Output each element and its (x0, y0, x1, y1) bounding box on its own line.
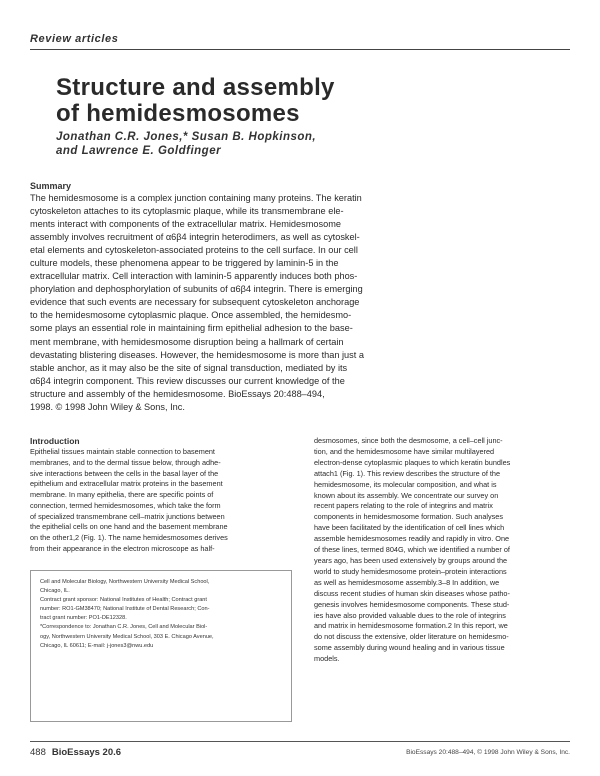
article-title (56, 75, 556, 127)
body-text-line: electron-dense cytoplasmic plaques to which keratin bundles (314, 457, 511, 467)
body-text-line: sive interactions between the cells in the basal layer of the (30, 468, 219, 478)
summary-line: stable anchor, as it may also be the site of signal transduction, mediated by its (30, 362, 348, 373)
introduction-heading: Introduction (30, 436, 80, 446)
body-text-line: some assembly during wound healing and in various tissue (314, 643, 505, 653)
author-list (56, 130, 556, 158)
body-text-line: components in hemidesmosome formation. Such analyses (314, 512, 504, 522)
summary-line: structure and assembly of the hemidesmosome. BioEssays 20:488–494, (30, 388, 325, 399)
body-text-line: membranes, and to the dermal tissue below, through adhe- (30, 457, 221, 467)
summary-line: phorylation and dephosphorylation of subunits of α6β4 integrin. There is emerging (30, 284, 363, 295)
summary-line: α6β4 integrin component. This review discusses our current knowledge of the (30, 375, 345, 386)
footer-rule (30, 741, 570, 742)
footnote-line: Cell and Molecular Biology, Northwestern University Medical School, (40, 579, 210, 585)
body-text-line: assemble hemidesmosomes readily and rapidly in vitro. One (314, 534, 510, 544)
summary-line: some plays an essential role in maintaining firm epithelial adhesion to the base- (30, 323, 353, 334)
body-text-line: genesis involves hemidesmosome components. These stud- (314, 599, 510, 609)
body-text-line: and matrix in hemidesmosome formation.2 In this report, we (314, 621, 508, 631)
body-text-line: desmosomes, since both the desmosome, a cell–cell junc- (314, 436, 503, 445)
body-text-line: world to study hemidesmosome protein–protein interactions (314, 566, 507, 576)
body-text-line: attach1 (Fig. 1). This review describes the structure of the (314, 468, 501, 478)
author-line: Jonathan C.R. Jones,* Susan B. Hopkinson, (56, 131, 317, 143)
footnote-line: Chicago, IL. (40, 588, 70, 595)
body-text-line: years ago, has been used extensively by groups around the (314, 555, 508, 565)
body-text-line: have been facilitated by the identification of cell lines which (314, 523, 505, 533)
summary-line: 1998. © 1998 John Wiley & Sons, Inc. (30, 401, 185, 412)
summary-line: to the hemidesmosome cytoplasmic plaque. Once assembled, the hemidesmo- (30, 310, 352, 321)
body-text-line: ies have also provided valuable dues to the role of integrins (314, 610, 506, 620)
body-text-line: as well as hemidesmosome assembly.3–8 In addition, we (314, 577, 500, 587)
summary-heading: Summary (30, 181, 72, 191)
summary-line: devastating blistering diseases. However, the hemidesmosome is more than just a (30, 349, 364, 360)
summary-line: ments interact with components of the extracellular matrix. Hemidesmosome (30, 219, 341, 230)
body-text-line: epithelium and extracellular matrix proteins in the basement (30, 479, 223, 489)
body-text-line: tion, and the hemidesmosome have similar multilayered (314, 446, 495, 456)
summary-line: etal elements and cytoskeleton-associated proteins to the cell surface. In our cell (30, 245, 358, 256)
summary-text (30, 192, 546, 414)
footnote-line: number: RO1-GM38470; National Institute of Dental Research; Con- (40, 606, 210, 613)
body-text-line: on the other1,2 (Fig. 1). The name hemidesmosomes derives (30, 533, 228, 542)
author-line: and Lawrence E. Goldfinger (56, 145, 222, 157)
footnote-line: Contract grant sponsor: National Institutes of Health; Contract grant (40, 597, 207, 604)
body-text-line: known about its assembly. We concentrate our survey on (314, 490, 499, 500)
body-text-line: models. (314, 654, 340, 664)
title-line: of hemidesmosomes (56, 100, 300, 127)
journal-issue: BioEssays 20.6 (51, 747, 122, 758)
section-label: Review articles (30, 33, 119, 45)
title-line: Structure and assembly (56, 74, 335, 101)
affiliation-footnotes (40, 578, 290, 651)
summary-line: assembly involves recruitment of α6β4 integrin heterodimers, as well as cytoskel- (30, 232, 360, 243)
body-text-line: Epithelial tissues maintain stable connection to basement (30, 447, 215, 456)
body-text-line: membrane. In many epithelia, there are specific points of (30, 490, 214, 499)
summary-line: ment membrane, with hemidesmosome disruption being a hallmark of certain (30, 336, 344, 347)
summary-line: cytoskeleton attaches to its cytoplasmic plaque, while its transmembrane ele- (30, 206, 344, 217)
body-text-line: of specialized transmembrane cell–matrix junctions between (30, 511, 225, 521)
summary-line: evidence that such events are necessary for subsequent cytoskeleton anchorage (30, 297, 360, 308)
page-number: 488 (30, 747, 46, 758)
footnote-line: Chicago, IL 60611; E-mail: j-jones3@nwu.edu (40, 642, 154, 649)
footer-left (30, 747, 121, 758)
header-rule (30, 49, 570, 50)
footnote-line: ogy, Northwestern University Medical School, 303 E. Chicago Avenue, (40, 633, 214, 640)
introduction-right-column (314, 436, 572, 665)
body-text-line: hemidesmosome, its molecular composition, and what is (314, 479, 497, 489)
footnote-line: *Correspondence to: Jonathan C.R. Jones, Cell and Molecular Biol- (40, 624, 208, 631)
summary-line: The hemidesmosome is a complex junction containing many proteins. The keratin (30, 193, 362, 203)
body-text-line: of these lines, termed 804G, which we identified a number of (314, 545, 510, 555)
body-text-line: the epithelial cells on one hand and the basement membrane (30, 522, 228, 532)
summary-line: extracellular matrix. Cell interaction with laminin-5 apparently induces both phos- (30, 271, 358, 282)
body-text-line: connection, termed hemidesmosomes, which take the form (30, 500, 221, 510)
summary-line: culture models, these phenomena appear to be triggered by laminin-5 in the (30, 258, 339, 269)
body-text-line: discuss recent studies of human skin diseases whose patho- (314, 588, 510, 598)
body-text-line: from their appearance in the electron microscope as half- (30, 543, 215, 553)
footer-citation: BioEssays 20:488–494, © 1998 John Wiley & Sons, Inc. (406, 749, 570, 756)
body-text-line: recent papers relating to the role of integrins and matrix (314, 501, 493, 511)
body-text-line: do not discuss the extensive, older literature on hemidesmo- (314, 632, 509, 642)
introduction-left-column (30, 447, 288, 555)
footnote-line: tract grant number: PO1-DE12328. (40, 615, 127, 622)
